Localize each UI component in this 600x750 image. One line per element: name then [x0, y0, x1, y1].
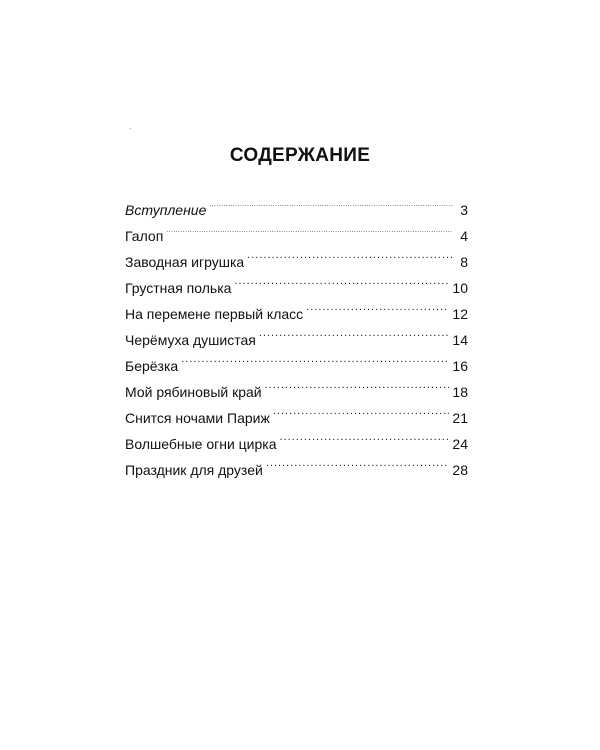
- toc-entry-page-number: 18: [452, 384, 468, 400]
- toc-dot-leader: [247, 241, 453, 267]
- toc-entry-title: Грустная полька: [125, 280, 232, 296]
- toc-entry-page-number: 28: [452, 462, 468, 478]
- toc-entry-page-number: 12: [452, 306, 468, 322]
- toc-entry-page-number: 4: [460, 228, 468, 244]
- toc-entry-title: На перемене первый класс: [125, 306, 304, 322]
- toc-entry-page-number: 21: [452, 410, 468, 426]
- toc-entry-title: Снится ночами Париж: [125, 410, 270, 426]
- toc-dot-leader: [209, 189, 453, 215]
- toc-entry-page-number: 14: [452, 332, 468, 348]
- table-of-contents: [125, 189, 468, 478]
- toc-dot-leader: [234, 267, 449, 293]
- toc-dot-leader: [265, 371, 450, 397]
- toc-entry-title: Галоп: [125, 228, 164, 244]
- toc-dot-leader: [259, 319, 450, 345]
- toc-entry-page-number: 24: [452, 436, 468, 452]
- toc-entry-title: Заводная игрушка: [125, 254, 245, 270]
- toc-entry-page-number: 16: [452, 358, 468, 374]
- toc-dot-leader: [166, 215, 453, 241]
- toc-dot-leader: [266, 449, 450, 475]
- toc-entry-title: Черёмуха душистая: [125, 332, 256, 348]
- toc-dot-leader: [280, 423, 450, 449]
- toc-entry-page-number: 8: [460, 254, 468, 270]
- page-title: СОДЕРЖАНИЕ: [229, 145, 371, 166]
- toc-entry-title: Вступление: [125, 202, 207, 218]
- toc-entry-title: Берёзка: [125, 358, 179, 374]
- toc-entry-page-number: 3: [460, 202, 468, 218]
- scan-speck: [130, 128, 131, 129]
- toc-entry: [125, 215, 468, 244]
- toc-dot-leader: [181, 345, 449, 371]
- toc-entry: [125, 241, 468, 270]
- toc-entry-title: Волшебные огни цирка: [125, 436, 277, 452]
- toc-dot-leader: [273, 397, 450, 423]
- toc-dot-leader: [306, 293, 449, 319]
- toc-entry: [125, 189, 468, 218]
- toc-entry-title: Праздник для друзей: [125, 462, 263, 478]
- toc-entry-title: Мой рябиновый край: [125, 384, 262, 400]
- toc-entry-page-number: 10: [452, 280, 468, 296]
